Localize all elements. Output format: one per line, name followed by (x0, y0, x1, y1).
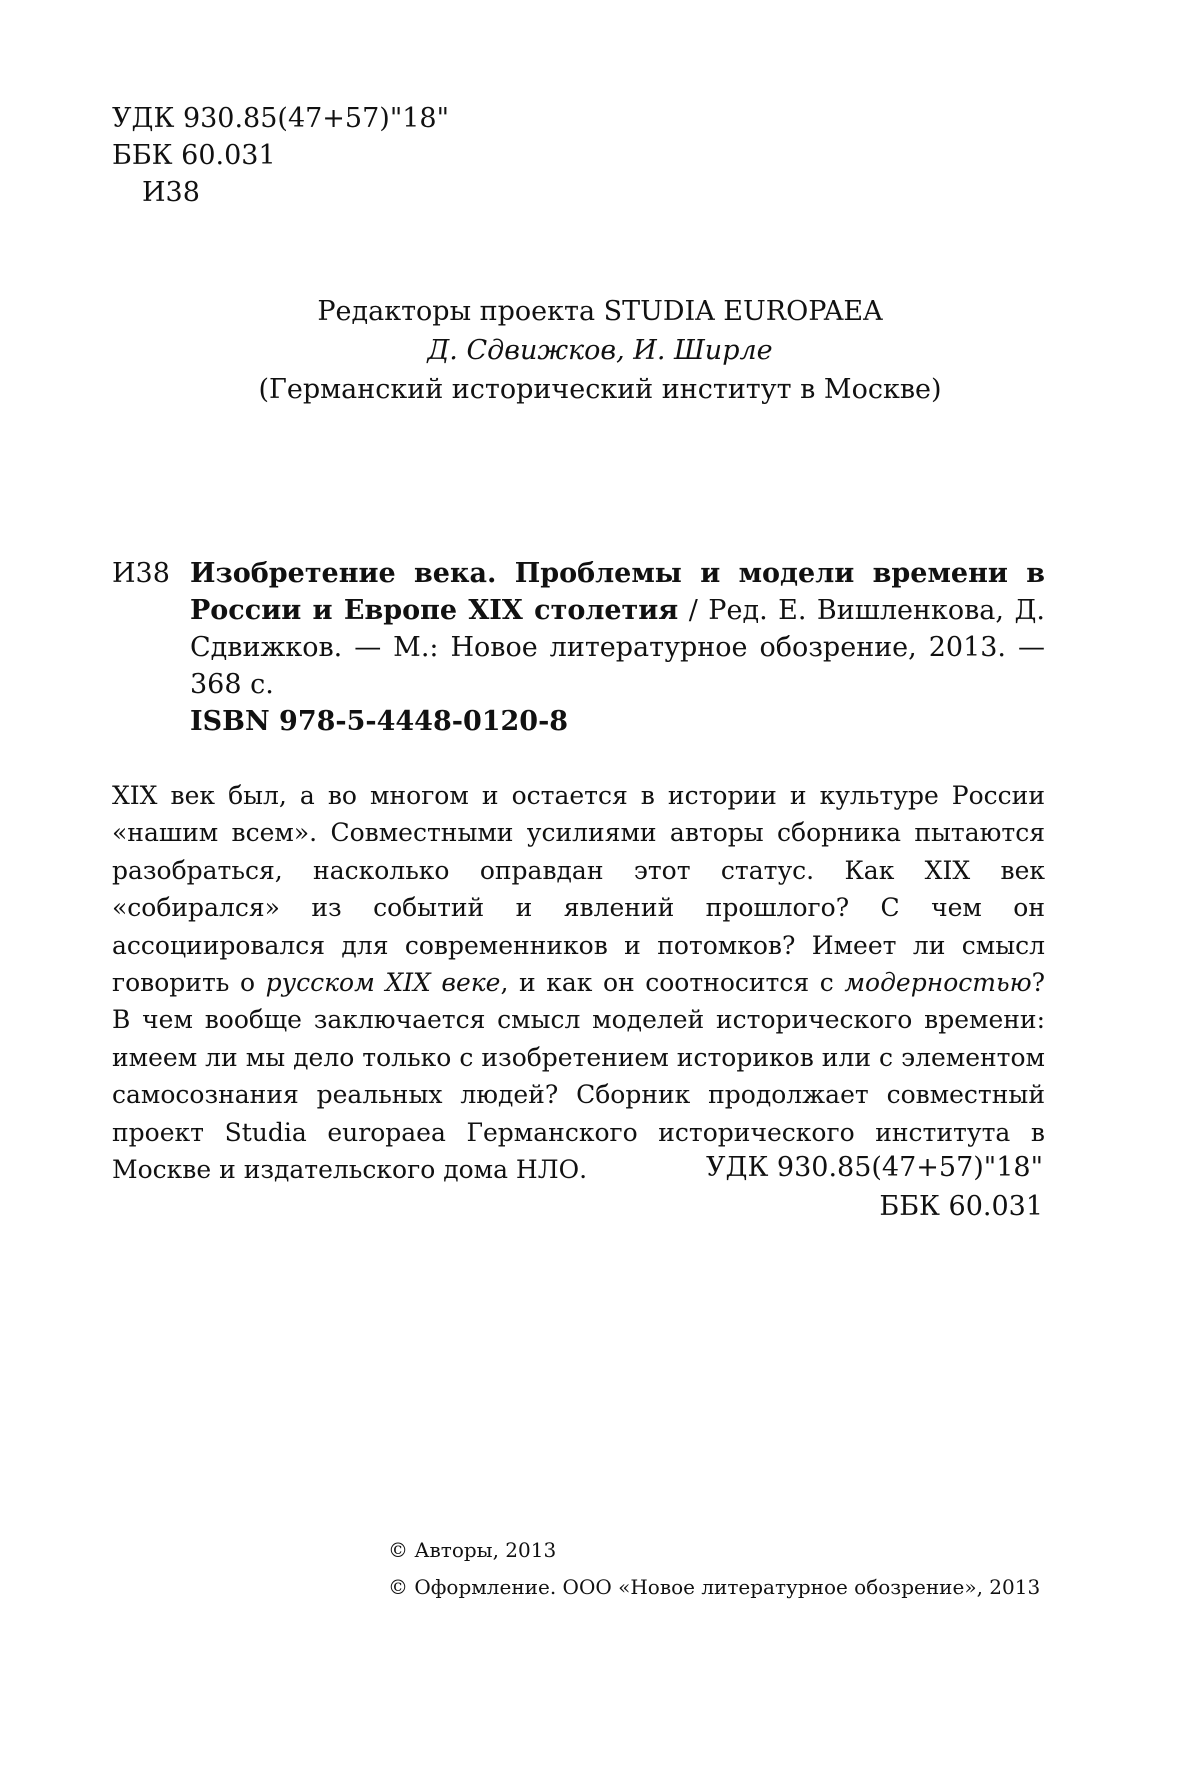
udk-code-bottom: УДК 930.85(47+57)"18" (705, 1152, 1043, 1183)
annotation-emphasis-2: модерностью (844, 968, 1032, 998)
bbk-code-bottom: ББК 60.031 (879, 1191, 1043, 1222)
annotation-text-3: ? В чем вообще заключается смысл моделей исторического времени: имеем ли мы дело только с изобретением историков или с элементом самосознания реальных людей? Сборник продолжает совместный проект Studia europaea Германского исторического института в Москве и издательского дома НЛО. (112, 968, 1045, 1185)
bibliographic-author-mark: И38 (112, 558, 170, 589)
editor-names: Д. Сдвижков, И. Ширле (427, 335, 773, 366)
book-title: Изобретение века. Проблемы и модели времени в России и Европе XIX столетия (190, 558, 1045, 626)
classification-codes-bottom (706, 1148, 1043, 1226)
classification-codes-top (112, 100, 449, 211)
isbn-number: ISBN 978-5-4448-0120-8 (190, 706, 569, 737)
author-mark: И38 (142, 177, 200, 208)
annotation-text-1: XIX век был, а во многом и остается в истории и культуре России «нашим всем». Совместными усилиями авторы сборника пытаются разобраться, насколько оправдан этот статус. Как XIX век «собирался» из событий и явлений прошлого? С чем он ассоциировался для современников и потомков? Имеет ли смысл говорить о (112, 781, 1045, 998)
editors-institution: (Германский исторический институт в Москве) (258, 374, 942, 405)
copyright-authors: © Авторы, 2013 (388, 1538, 557, 1562)
series-editors-line: Редакторы проекта STUDIA EUROPAEA (317, 296, 883, 327)
bibliographic-entry (190, 555, 1045, 703)
annotation-paragraph (112, 777, 1045, 1188)
copyright-design: © Оформление. ООО «Новое литературное обозрение», 2013 (388, 1575, 1041, 1599)
bibliographic-details: / Ред. Е. Вишленкова, Д. Сдвижков. — М.: Новое литературное обозрение, 2013. — 368 с. (190, 595, 1045, 700)
copyright-block (388, 1532, 1040, 1606)
annotation-emphasis-1: русском XIX веке (265, 968, 501, 998)
annotation-text-2: , и как он соотносится с (500, 968, 845, 998)
bbk-code: ББК 60.031 (112, 140, 276, 171)
bibliographic-record (112, 555, 1045, 703)
udk-code: УДК 930.85(47+57)"18" (112, 103, 450, 134)
series-editors-block (0, 292, 1200, 409)
